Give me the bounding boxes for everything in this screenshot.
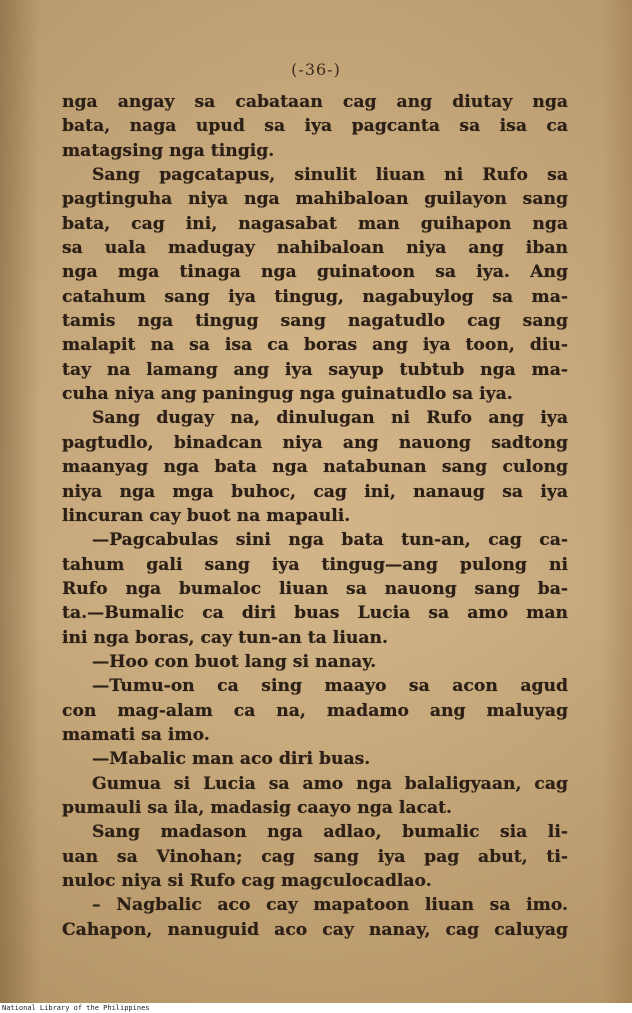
text-line: matagsing nga tingig. (62, 140, 275, 161)
text-line: ini nga boras, cay tun-an ta liuan. (62, 627, 388, 648)
page-number: (-36-) (291, 60, 341, 79)
text-line: mamati sa imo. (62, 724, 210, 745)
text-line: ta.—Bumalic ca diri buas Lucia sa amo man (62, 603, 568, 624)
text-line: niya nga mga buhoc, cag ini, nanaug sa iya (62, 481, 568, 502)
text-line: nuloc niya si Rufo cag magculocadlao. (62, 871, 432, 891)
text-line: —Pagcabulas sini nga bata tun-an, cag ca- (92, 530, 568, 551)
text-line: bata, cag ini, nagasabat man guihapon nga (62, 213, 568, 234)
text-line: maanyag nga bata nga natabunan sang culong (62, 457, 568, 478)
footer-credit: National Library of the Philippines (2, 1004, 150, 1012)
text-line: Sang madason nga adlao, bumalic sia li- (92, 822, 568, 843)
text-line: tay na lamang ang iya sayup tubtub nga ma- (62, 359, 568, 380)
text-line: Sang dugay na, dinulugan ni Rufo ang iya (92, 408, 568, 429)
text-line: con mag-alam ca na, madamo ang maluyag (62, 700, 568, 721)
text-line: cuha niya ang paningug nga guinatudlo sa iya. (62, 384, 513, 405)
text-line: uan sa Vinohan; cag sang iya pag abut, ti- (62, 846, 568, 867)
text-line: tamis nga tingug sang nagatudlo cag sang (62, 311, 568, 332)
text-line: sa uala madugay nahibaloan niya ang iban (62, 238, 568, 259)
text-line: tahum gali sang iya tingug—ang pulong ni (62, 554, 568, 575)
text-line: pagtudlo, binadcan niya ang nauong sadtong (62, 432, 568, 453)
text-line: —Mabalic man aco diri buas. (92, 749, 371, 770)
text-line: bata, naga upud sa iya pagcanta sa isa ca (62, 116, 568, 137)
text-line: catahum sang iya tingug, nagabuylog sa ma- (62, 286, 568, 307)
text-line: nga mga tinaga nga guinatoon sa iya. Ang (62, 262, 568, 283)
text-line: Sang pagcatapus, sinulit liuan ni Rufo sa (92, 165, 568, 186)
text-line: —Hoo con buot lang si nanay. (92, 651, 377, 672)
text-line: nga angay sa cabataan cag ang diutay nga (62, 92, 568, 112)
text-line: pagtinguha niya nga mahibaloan guilayon sang (62, 189, 568, 210)
text-line: Gumua si Lucia sa amo nga balaligyaan, cag (92, 773, 568, 794)
body-text (62, 90, 568, 942)
text-line: —Tumu-on ca sing maayo sa acon agud (92, 676, 568, 697)
text-line: pumauli sa ila, madasig caayo nga lacat. (62, 797, 453, 818)
text-line: lincuran cay buot na mapauli. (62, 505, 351, 526)
text-line: Cahapon, nanuguid aco cay nanay, cag caluyag (62, 919, 568, 940)
text-line: – Nagbalic aco cay mapatoon liuan sa imo. (92, 895, 568, 916)
text-line: malapit na sa isa ca boras ang iya toon, diu- (62, 335, 568, 356)
text-line: Rufo nga bumaloc liuan sa nauong sang ba- (62, 578, 568, 599)
